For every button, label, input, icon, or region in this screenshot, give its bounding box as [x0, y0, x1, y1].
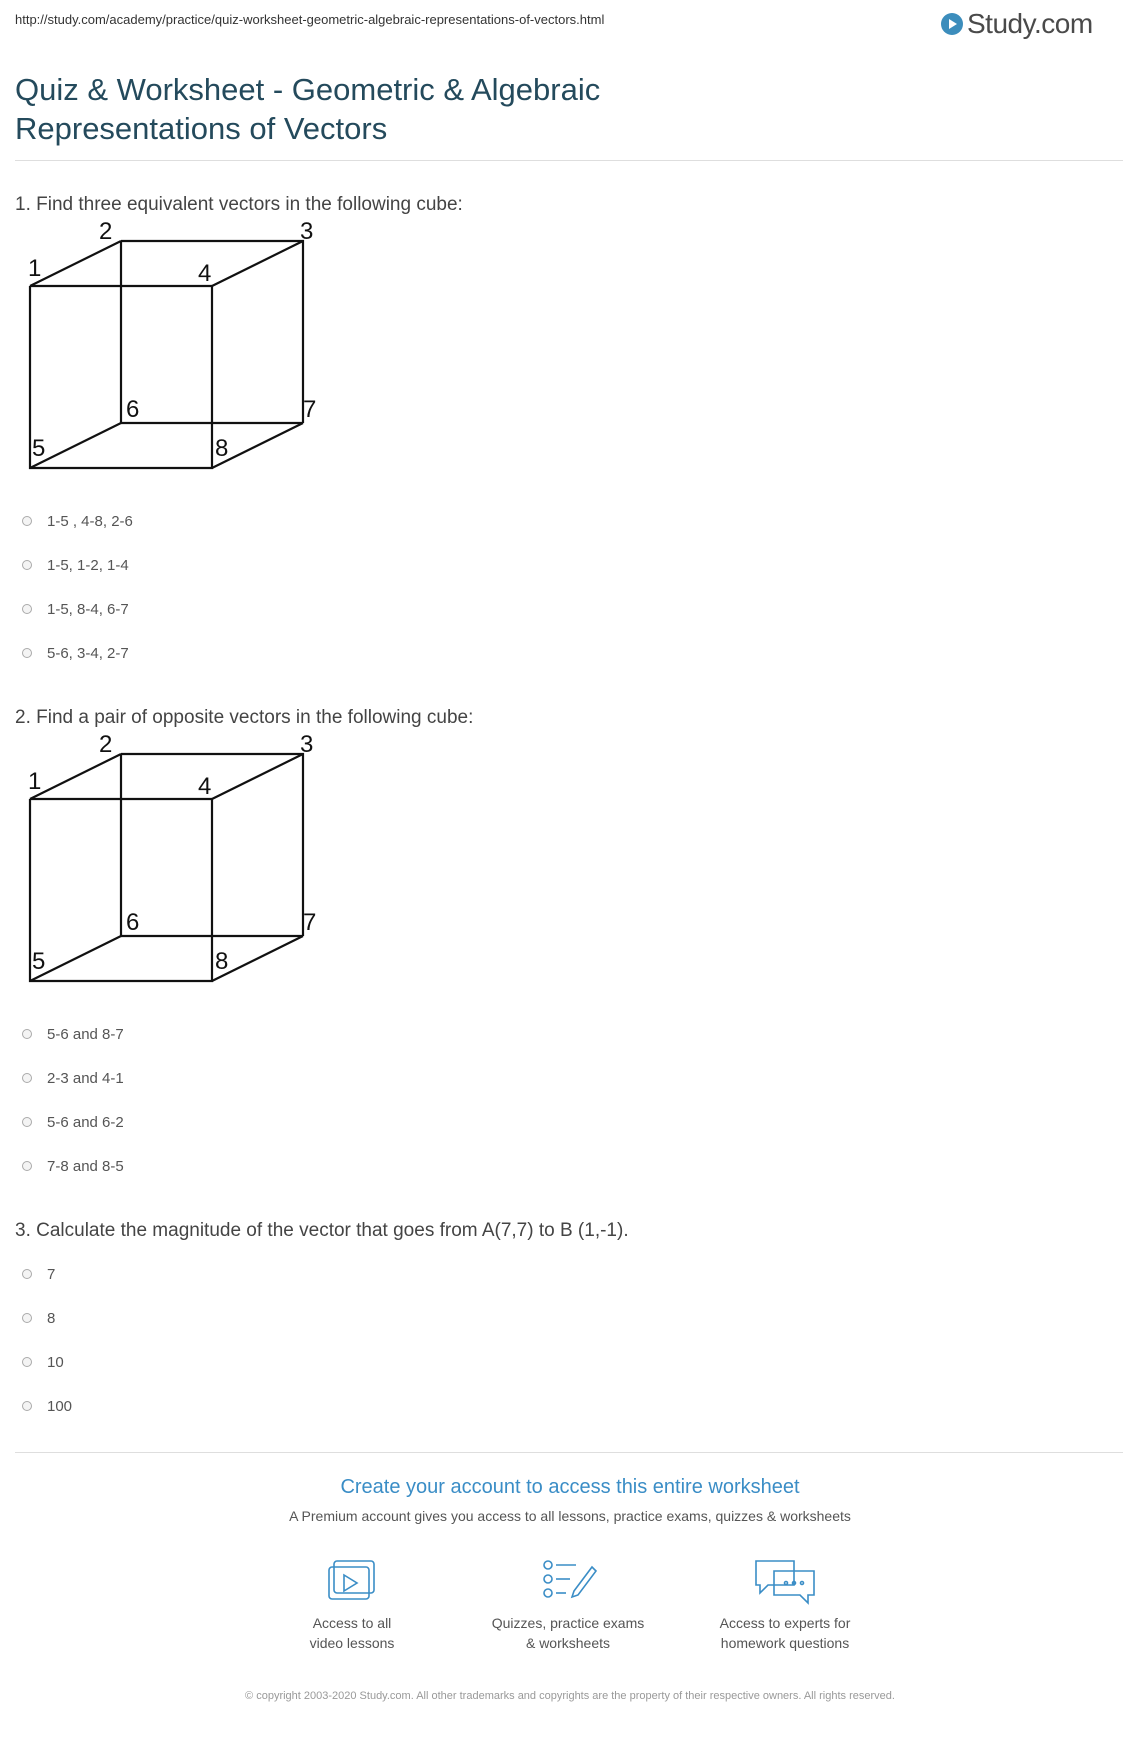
radio-button[interactable]	[22, 648, 32, 658]
radio-button[interactable]	[22, 1073, 32, 1083]
feature-label-line1: Access to experts for	[719, 1615, 851, 1631]
answer-option[interactable]	[22, 1340, 72, 1384]
cube-edge-1-2	[30, 754, 121, 799]
question-2-text: 2. Find a pair of opposite vectors in the following cube:	[15, 707, 474, 728]
radio-button[interactable]	[22, 516, 32, 526]
question-2-options	[22, 1012, 124, 1188]
copyright-text: © copyright 2003-2020 Study.com. All other trademarks and copyrights are the property of their respective owners. All rights reserved.	[245, 1690, 895, 1702]
option-label: 5-6, 3-4, 2-7	[47, 644, 129, 662]
answer-option[interactable]	[22, 631, 133, 675]
option-label: 10	[47, 1353, 64, 1371]
logo-text: Study.com	[967, 8, 1093, 39]
answer-option[interactable]	[22, 1252, 72, 1296]
vertex-label-5: 5	[32, 948, 46, 975]
radio-button[interactable]	[22, 1029, 32, 1039]
answer-option[interactable]	[22, 1144, 124, 1188]
vertex-label-7: 7	[303, 396, 317, 423]
option-label: 2-3 and 4-1	[47, 1069, 124, 1087]
chat-bubbles-icon	[752, 1557, 818, 1605]
radio-button[interactable]	[22, 604, 32, 614]
option-label: 7	[47, 1265, 56, 1283]
vertex-label-6: 6	[126, 396, 140, 423]
answer-option[interactable]	[22, 1056, 124, 1100]
feature-label-line1: Access to all	[312, 1615, 392, 1631]
cta-divider	[15, 1452, 1123, 1453]
feature-label-line1: Quizzes, practice exams	[491, 1615, 645, 1631]
cube-edge-1-2	[30, 241, 121, 286]
answer-option[interactable]	[22, 1012, 124, 1056]
vertex-label-8: 8	[215, 948, 229, 975]
study-logo[interactable]	[941, 6, 1093, 42]
cta-title-link[interactable]: Create your account to access this entire worksheet	[340, 1476, 800, 1498]
question-3-options	[22, 1252, 72, 1428]
vertex-label-1: 1	[28, 768, 42, 795]
feature-label-line2: & worksheets	[525, 1635, 611, 1651]
vertex-label-1: 1	[28, 255, 42, 282]
feature-experts	[690, 1557, 880, 1653]
option-label: 7-8 and 8-5	[47, 1157, 124, 1175]
radio-button[interactable]	[22, 1117, 32, 1127]
option-label: 5-6 and 6-2	[47, 1113, 124, 1131]
radio-button[interactable]	[22, 1313, 32, 1323]
vertex-label-8: 8	[215, 435, 229, 462]
cta-subtitle: A Premium account gives you access to all lessons, practice exams, quizzes & worksheets	[289, 1508, 851, 1524]
answer-option[interactable]	[22, 1296, 72, 1340]
vertex-label-3: 3	[300, 218, 314, 245]
answer-option[interactable]	[22, 543, 133, 587]
play-logo-icon	[941, 13, 963, 35]
radio-button[interactable]	[22, 1269, 32, 1279]
question-1-text: 1. Find three equivalent vectors in the following cube:	[15, 194, 463, 215]
feature-label-line2: video lessons	[309, 1635, 395, 1651]
answer-option[interactable]	[22, 587, 133, 631]
option-label: 1-5, 1-2, 1-4	[47, 556, 129, 574]
radio-button[interactable]	[22, 1161, 32, 1171]
option-label: 1-5, 8-4, 6-7	[47, 600, 129, 618]
question-1-options	[22, 499, 133, 675]
cube-edge-4-3	[212, 241, 303, 286]
option-label: 5-6 and 8-7	[47, 1025, 124, 1043]
quiz-checklist-icon	[538, 1557, 598, 1605]
cube-edge-4-3	[212, 754, 303, 799]
radio-button[interactable]	[22, 560, 32, 570]
vertex-label-4: 4	[198, 260, 212, 287]
option-label: 8	[47, 1309, 56, 1327]
vertex-label-2: 2	[99, 218, 113, 245]
feature-label-line2: homework questions	[720, 1635, 850, 1651]
answer-option[interactable]	[22, 499, 133, 543]
option-label: 100	[47, 1397, 73, 1415]
answer-option[interactable]	[22, 1100, 124, 1144]
cube-figure-1	[22, 216, 332, 472]
question-3-text: 3. Calculate the magnitude of the vector that goes from A(7,7) to B (1,-1).	[15, 1220, 629, 1241]
title-divider	[15, 160, 1123, 161]
vertex-label-4: 4	[198, 773, 212, 800]
feature-quizzes	[473, 1557, 663, 1653]
vertex-label-2: 2	[99, 731, 113, 758]
page-title: Quiz & Worksheet - Geometric & Algebraic Representations of Vectors	[15, 72, 601, 146]
page-url: http://study.com/academy/practice/quiz-worksheet-geometric-algebraic-representations-of-vectors.html	[15, 12, 605, 27]
radio-button[interactable]	[22, 1357, 32, 1367]
vertex-label-6: 6	[126, 909, 140, 936]
video-lesson-icon	[324, 1557, 380, 1605]
vertex-label-3: 3	[300, 731, 314, 758]
feature-video-lessons	[257, 1557, 447, 1653]
cube-figure-2	[22, 729, 332, 985]
answer-option[interactable]	[22, 1384, 72, 1428]
radio-button[interactable]	[22, 1401, 32, 1411]
vertex-label-7: 7	[303, 909, 317, 936]
vertex-label-5: 5	[32, 435, 46, 462]
option-label: 1-5 , 4-8, 2-6	[47, 512, 133, 530]
